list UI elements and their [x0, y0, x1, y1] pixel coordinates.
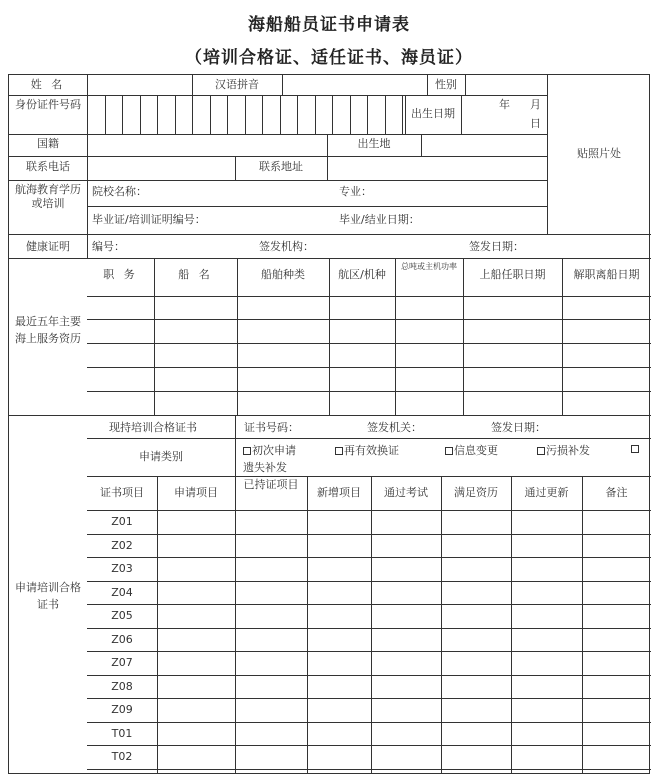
training-cell[interactable]: [308, 652, 370, 674]
grid-line-vertical: [421, 134, 422, 156]
training-cell[interactable]: [512, 746, 581, 768]
training-cell[interactable]: [512, 535, 581, 557]
training-cell[interactable]: [442, 746, 510, 768]
cert-no-label: 毕业证/培训证明编号：: [92, 213, 206, 226]
training-col-header: 满足资历: [454, 486, 498, 499]
training-cell[interactable]: [236, 582, 306, 604]
nationality-field[interactable]: [87, 134, 327, 156]
checkbox-icon: [335, 447, 343, 455]
cert-item-code: Z07: [111, 656, 133, 669]
id-digit-box[interactable]: [88, 96, 103, 133]
training-cell[interactable]: [158, 723, 234, 745]
training-cell[interactable]: [308, 723, 370, 745]
training-cell[interactable]: [158, 511, 234, 533]
training-col-header: 新增项目: [317, 486, 361, 499]
training-cell[interactable]: [158, 699, 234, 721]
training-cell[interactable]: [512, 558, 581, 580]
grid-line-vertical: [235, 415, 236, 476]
cert-item-code: Z04: [111, 586, 133, 599]
service-cell[interactable]: [563, 320, 650, 342]
grid-line-vertical: [465, 75, 466, 95]
grid-line-vertical: [192, 75, 193, 95]
training-cell[interactable]: [158, 558, 234, 580]
option-info-change[interactable]: 信息变更: [445, 442, 498, 458]
training-cell[interactable]: [512, 723, 581, 745]
health-no-label: 编号：: [92, 240, 125, 253]
grid-line-vertical: [327, 134, 328, 156]
training-cell[interactable]: [308, 535, 370, 557]
training-cell[interactable]: [308, 558, 370, 580]
training-col-header: 备注: [605, 486, 628, 499]
training-cell[interactable]: [236, 676, 306, 698]
health-issue-date-label: 签发日期：: [469, 240, 524, 253]
id-digit-box[interactable]: [211, 96, 226, 133]
training-cell[interactable]: [442, 511, 510, 533]
service-cell[interactable]: [464, 368, 561, 390]
pinyin-label: 汉语拼音: [215, 78, 259, 91]
training-cell[interactable]: [512, 511, 581, 533]
training-cell[interactable]: [372, 511, 440, 533]
checkbox-icon: [537, 447, 545, 455]
address-label: 联系地址: [259, 160, 303, 173]
cert-item-code: Z01: [111, 515, 133, 528]
gender-field[interactable]: [465, 75, 547, 95]
training-col-header: 证书项目: [100, 486, 144, 499]
training-cell[interactable]: [372, 699, 440, 721]
training-cell[interactable]: [442, 629, 510, 651]
training-cell[interactable]: [372, 676, 440, 698]
gender-label: 性别: [435, 78, 457, 91]
service-cell[interactable]: [464, 392, 561, 414]
education-label: 航海教育学历或培训: [15, 183, 81, 210]
checkbox-icon: [445, 447, 453, 455]
id-digit-box[interactable]: [123, 96, 138, 133]
training-cell[interactable]: [512, 605, 581, 627]
training-cell[interactable]: [372, 723, 440, 745]
grid-line-vertical: [461, 95, 462, 134]
training-cell[interactable]: [308, 629, 370, 651]
service-cell[interactable]: [88, 368, 153, 390]
grid-line-horizontal: [9, 415, 651, 416]
training-cell[interactable]: [442, 699, 510, 721]
training-cell[interactable]: [158, 746, 234, 768]
service-cell[interactable]: [238, 344, 328, 366]
id-digit-box[interactable]: [333, 96, 348, 133]
training-cell[interactable]: [308, 676, 370, 698]
service-cell[interactable]: [396, 368, 462, 390]
service-cell[interactable]: [88, 392, 153, 414]
training-cell[interactable]: [158, 582, 234, 604]
service-cell[interactable]: [396, 297, 462, 318]
training-cell[interactable]: [512, 676, 581, 698]
training-cell[interactable]: [372, 605, 440, 627]
service-cell[interactable]: [563, 392, 650, 414]
grid-line-horizontal: [9, 180, 547, 181]
service-cell[interactable]: [330, 320, 394, 342]
id-digit-box[interactable]: [193, 96, 208, 133]
cert-date-label: 签发日期：: [491, 421, 546, 434]
service-history-label: 最近五年主要海上服务资历: [15, 315, 81, 345]
id-digit-box[interactable]: [228, 96, 243, 133]
cert-item-code: Z08: [111, 680, 133, 693]
checkbox-icon: [631, 445, 639, 453]
cert-number-label: 证书号码：: [244, 421, 299, 434]
service-cell[interactable]: [330, 392, 394, 414]
service-cell[interactable]: [464, 297, 561, 318]
service-cell[interactable]: [396, 392, 462, 414]
form-subtitle: （培训合格证、适任证书、海员证）: [185, 48, 473, 68]
service-cell[interactable]: [155, 320, 236, 342]
id-digit-box[interactable]: [263, 96, 278, 133]
service-cell[interactable]: [155, 297, 236, 318]
cert-item-code: T01: [111, 727, 133, 740]
training-cell[interactable]: [442, 582, 510, 604]
health-issuer-label: 签发机构：: [259, 240, 314, 253]
service-col-header: 职 务: [103, 268, 138, 281]
training-cell[interactable]: [236, 746, 306, 768]
cert-item-code: Z02: [111, 539, 133, 552]
grid-line-vertical: [427, 75, 428, 95]
training-cell[interactable]: [583, 699, 650, 721]
birth-place-field[interactable]: [421, 134, 547, 156]
cert-item-code: Z03: [111, 562, 133, 575]
grid-line-horizontal: [9, 258, 651, 259]
id-digit-box[interactable]: [368, 96, 383, 133]
service-cell[interactable]: [330, 368, 394, 390]
id-digit-box[interactable]: [351, 96, 366, 133]
form-title: 海船船员证书申请表: [248, 15, 410, 35]
service-cell[interactable]: [88, 297, 153, 318]
training-cell[interactable]: [236, 558, 306, 580]
name-field[interactable]: [9, 75, 192, 95]
training-cell[interactable]: [236, 535, 306, 557]
training-cell[interactable]: [372, 746, 440, 768]
service-col-header: 船舶种类: [261, 268, 305, 281]
id-digit-box[interactable]: [386, 96, 401, 133]
nationality-label: 国籍: [37, 137, 59, 150]
id-digit-box[interactable]: [158, 96, 173, 133]
id-digit-box[interactable]: [106, 96, 121, 133]
grid-line-horizontal: [9, 234, 651, 235]
address-field[interactable]: [327, 156, 547, 180]
grid-line-vertical: [327, 156, 328, 180]
grid-line-horizontal: [87, 438, 651, 439]
school-label: 院校名称：: [92, 185, 147, 198]
training-col-header: 通过考试: [384, 486, 428, 499]
grid-line-horizontal: [87, 206, 547, 207]
training-cell[interactable]: [308, 699, 370, 721]
training-col-header: 通过更新: [524, 486, 569, 499]
service-cell[interactable]: [396, 320, 462, 342]
day-label: 日: [530, 117, 541, 130]
training-cell[interactable]: [372, 535, 440, 557]
training-cell[interactable]: [583, 652, 650, 674]
training-cell[interactable]: [512, 582, 581, 604]
grid-line-vertical: [405, 95, 406, 134]
service-cell[interactable]: [563, 368, 650, 390]
grid-line-vertical: [547, 75, 548, 234]
cert-item-code: T02: [111, 750, 133, 763]
training-cell[interactable]: [442, 558, 510, 580]
grid-line-vertical: [402, 95, 403, 134]
training-col-header: 已持证项目: [243, 478, 299, 491]
id-digit-box[interactable]: [141, 96, 156, 133]
training-col-header: 申请项目: [174, 486, 218, 499]
training-cell[interactable]: [512, 629, 581, 651]
training-cell[interactable]: [583, 535, 650, 557]
training-cell[interactable]: [583, 605, 650, 627]
training-cell[interactable]: [442, 605, 510, 627]
name-label: 姓 名: [30, 78, 66, 91]
month-label: 月: [530, 98, 541, 111]
training-cell[interactable]: [372, 582, 440, 604]
service-cell[interactable]: [155, 368, 236, 390]
training-cell[interactable]: [583, 746, 650, 768]
training-cell[interactable]: [372, 652, 440, 674]
id-number-label: 身份证件号码: [15, 98, 81, 111]
service-col-header: 解职离船日期: [573, 268, 640, 281]
training-cell[interactable]: [512, 652, 581, 674]
cert-item-code: Z06: [111, 633, 133, 646]
grid-line-horizontal: [9, 134, 547, 135]
id-digit-box[interactable]: [281, 96, 296, 133]
training-cell[interactable]: [308, 605, 370, 627]
training-cell[interactable]: [583, 558, 650, 580]
apply-type-label: 申请类别: [139, 450, 183, 463]
training-cell[interactable]: [236, 652, 306, 674]
training-cell[interactable]: [236, 605, 306, 627]
grid-line-horizontal: [87, 769, 651, 770]
training-cell[interactable]: [308, 746, 370, 768]
service-cell[interactable]: [330, 344, 394, 366]
checkbox-icon: [243, 447, 251, 455]
training-cell[interactable]: [158, 605, 234, 627]
health-label: 健康证明: [26, 240, 70, 253]
service-cell[interactable]: [563, 297, 650, 318]
training-cell[interactable]: [372, 558, 440, 580]
service-cell[interactable]: [155, 392, 236, 414]
training-cell[interactable]: [158, 676, 234, 698]
service-cell[interactable]: [88, 320, 153, 342]
training-cell[interactable]: [583, 676, 650, 698]
id-digit-box[interactable]: [298, 96, 313, 133]
option-initial[interactable]: 初次申请: [243, 442, 296, 458]
grid-line-horizontal: [9, 156, 547, 157]
training-cell[interactable]: [583, 629, 650, 651]
service-col-header: 总吨或主机功率: [401, 262, 457, 271]
grid-line-horizontal: [87, 476, 651, 477]
training-cell[interactable]: [512, 699, 581, 721]
birth-date-label: 出生日期: [411, 107, 455, 120]
service-col-header: 航区/机种: [338, 268, 386, 281]
service-cell[interactable]: [396, 344, 462, 366]
training-cell[interactable]: [308, 582, 370, 604]
grad-date-label: 毕业/结业日期：: [339, 213, 420, 226]
training-cell[interactable]: [372, 629, 440, 651]
birth-place-label: 出生地: [357, 137, 391, 150]
training-cell[interactable]: [236, 629, 306, 651]
training-cell[interactable]: [236, 723, 306, 745]
training-cell[interactable]: [158, 535, 234, 557]
option-lost-reissue-label: 遗失补发: [243, 461, 287, 474]
training-cell[interactable]: [158, 629, 234, 651]
service-cell[interactable]: [155, 344, 236, 366]
training-cell[interactable]: [236, 699, 306, 721]
service-cell[interactable]: [238, 320, 328, 342]
cert-issuer-label: 签发机关：: [367, 421, 422, 434]
grid-line-vertical: [235, 156, 236, 180]
current-cert-label: 现持培训合格证书: [109, 421, 197, 434]
option-damaged-reissue[interactable]: 污损补发: [537, 442, 590, 458]
service-col-header: 上船任职日期: [479, 268, 546, 281]
training-cell[interactable]: [442, 652, 510, 674]
service-cell[interactable]: [238, 392, 328, 414]
id-digit-box[interactable]: [176, 96, 191, 133]
training-cell[interactable]: [583, 511, 650, 533]
year-label: 年: [499, 98, 510, 111]
training-cell[interactable]: [236, 511, 306, 533]
training-cell[interactable]: [583, 723, 650, 745]
cert-item-code: Z09: [111, 703, 133, 716]
training-cell[interactable]: [442, 676, 510, 698]
service-cell[interactable]: [330, 297, 394, 318]
option-renewal[interactable]: 再有效换证: [335, 442, 399, 458]
service-cell[interactable]: [563, 344, 650, 366]
service-cell[interactable]: [238, 297, 328, 318]
training-cell[interactable]: [442, 723, 510, 745]
service-cell[interactable]: [88, 344, 153, 366]
option-lost-reissue[interactable]: [631, 442, 640, 455]
training-cell[interactable]: [442, 535, 510, 557]
phone-label: 联系电话: [26, 160, 70, 173]
photo-area[interactable]: 贴照片处: [577, 147, 621, 160]
major-label: 专业：: [339, 185, 372, 198]
service-cell[interactable]: [238, 368, 328, 390]
cert-item-code: Z05: [111, 609, 133, 622]
application-form: [8, 74, 650, 774]
service-cell[interactable]: [464, 344, 561, 366]
pinyin-field[interactable]: [282, 75, 427, 95]
training-cell[interactable]: [308, 511, 370, 533]
training-cert-label: 申请培训合格证书: [15, 581, 81, 611]
service-cell[interactable]: [464, 320, 561, 342]
phone-field[interactable]: [87, 156, 235, 180]
service-col-header: 船 名: [178, 268, 213, 281]
id-digit-box[interactable]: [316, 96, 331, 133]
grid-line-vertical: [282, 75, 283, 95]
training-cell[interactable]: [583, 582, 650, 604]
id-digit-box[interactable]: [246, 96, 261, 133]
training-cell[interactable]: [158, 652, 234, 674]
